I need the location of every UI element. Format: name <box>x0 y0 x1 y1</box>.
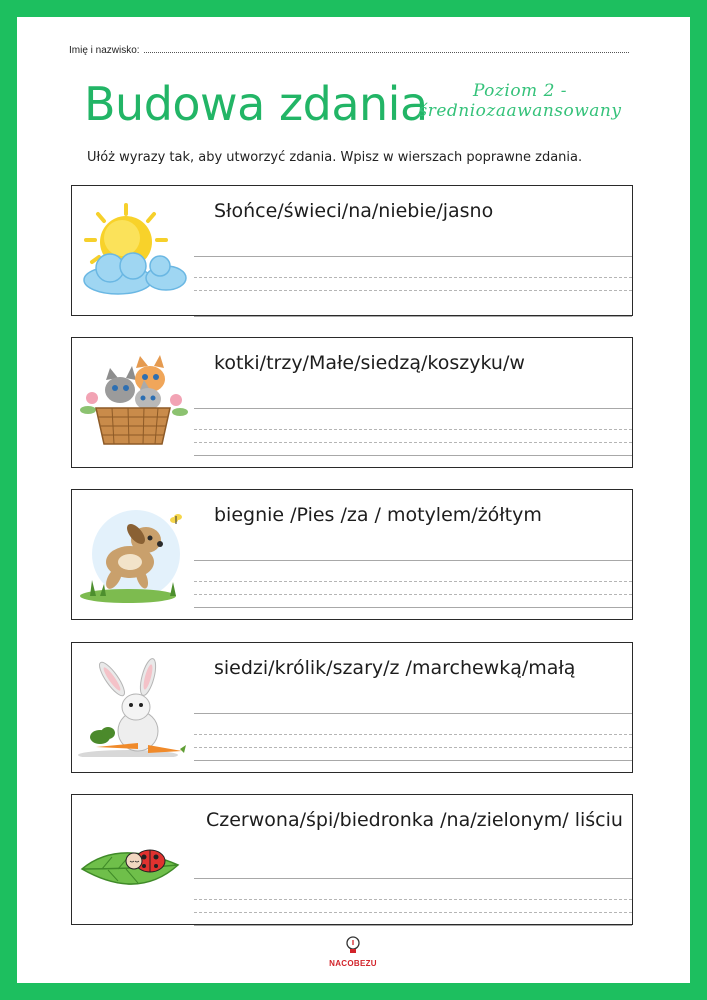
task-card-2 <box>71 337 633 468</box>
task-card-3 <box>71 489 633 620</box>
logo-text: NACOBEZU <box>329 959 377 968</box>
worksheet-page <box>17 17 690 983</box>
task-words: Słońce/świeci/na/niebie/jasno <box>214 200 494 222</box>
name-dotted-line[interactable] <box>144 44 629 53</box>
task-words: siedzi/królik/szary/z /marchewką/małą <box>214 657 576 679</box>
kittens-basket-icon <box>78 352 188 452</box>
sun-cloud-icon <box>78 200 188 300</box>
nacobezu-logo <box>303 935 403 968</box>
dog-butterfly-icon <box>78 504 188 604</box>
task-card-5 <box>71 794 633 925</box>
level-label: Poziom 2 - średniozaawansowany <box>418 81 622 121</box>
task-words: Czerwona/śpi/biedronka /na/zielonym/ liściu <box>206 809 623 831</box>
task-words: biegnie /Pies /za / motylem/żółtym <box>214 504 542 526</box>
ladybug-leaf-icon <box>78 809 188 909</box>
task-card-1 <box>71 185 633 316</box>
page-title: Budowa zdania <box>84 77 428 131</box>
name-field[interactable] <box>69 44 629 56</box>
task-card-4 <box>71 642 633 773</box>
instruction-text: Ułóż wyrazy tak, aby utworzyć zdania. Wpisz w wierszach poprawne zdania. <box>87 150 583 165</box>
lightbulb-icon <box>342 935 364 955</box>
rabbit-carrot-icon <box>78 657 188 757</box>
task-words: kotki/trzy/Małe/siedzą/koszyku/w <box>214 352 525 374</box>
name-label: Imię i nazwisko: <box>69 45 140 56</box>
